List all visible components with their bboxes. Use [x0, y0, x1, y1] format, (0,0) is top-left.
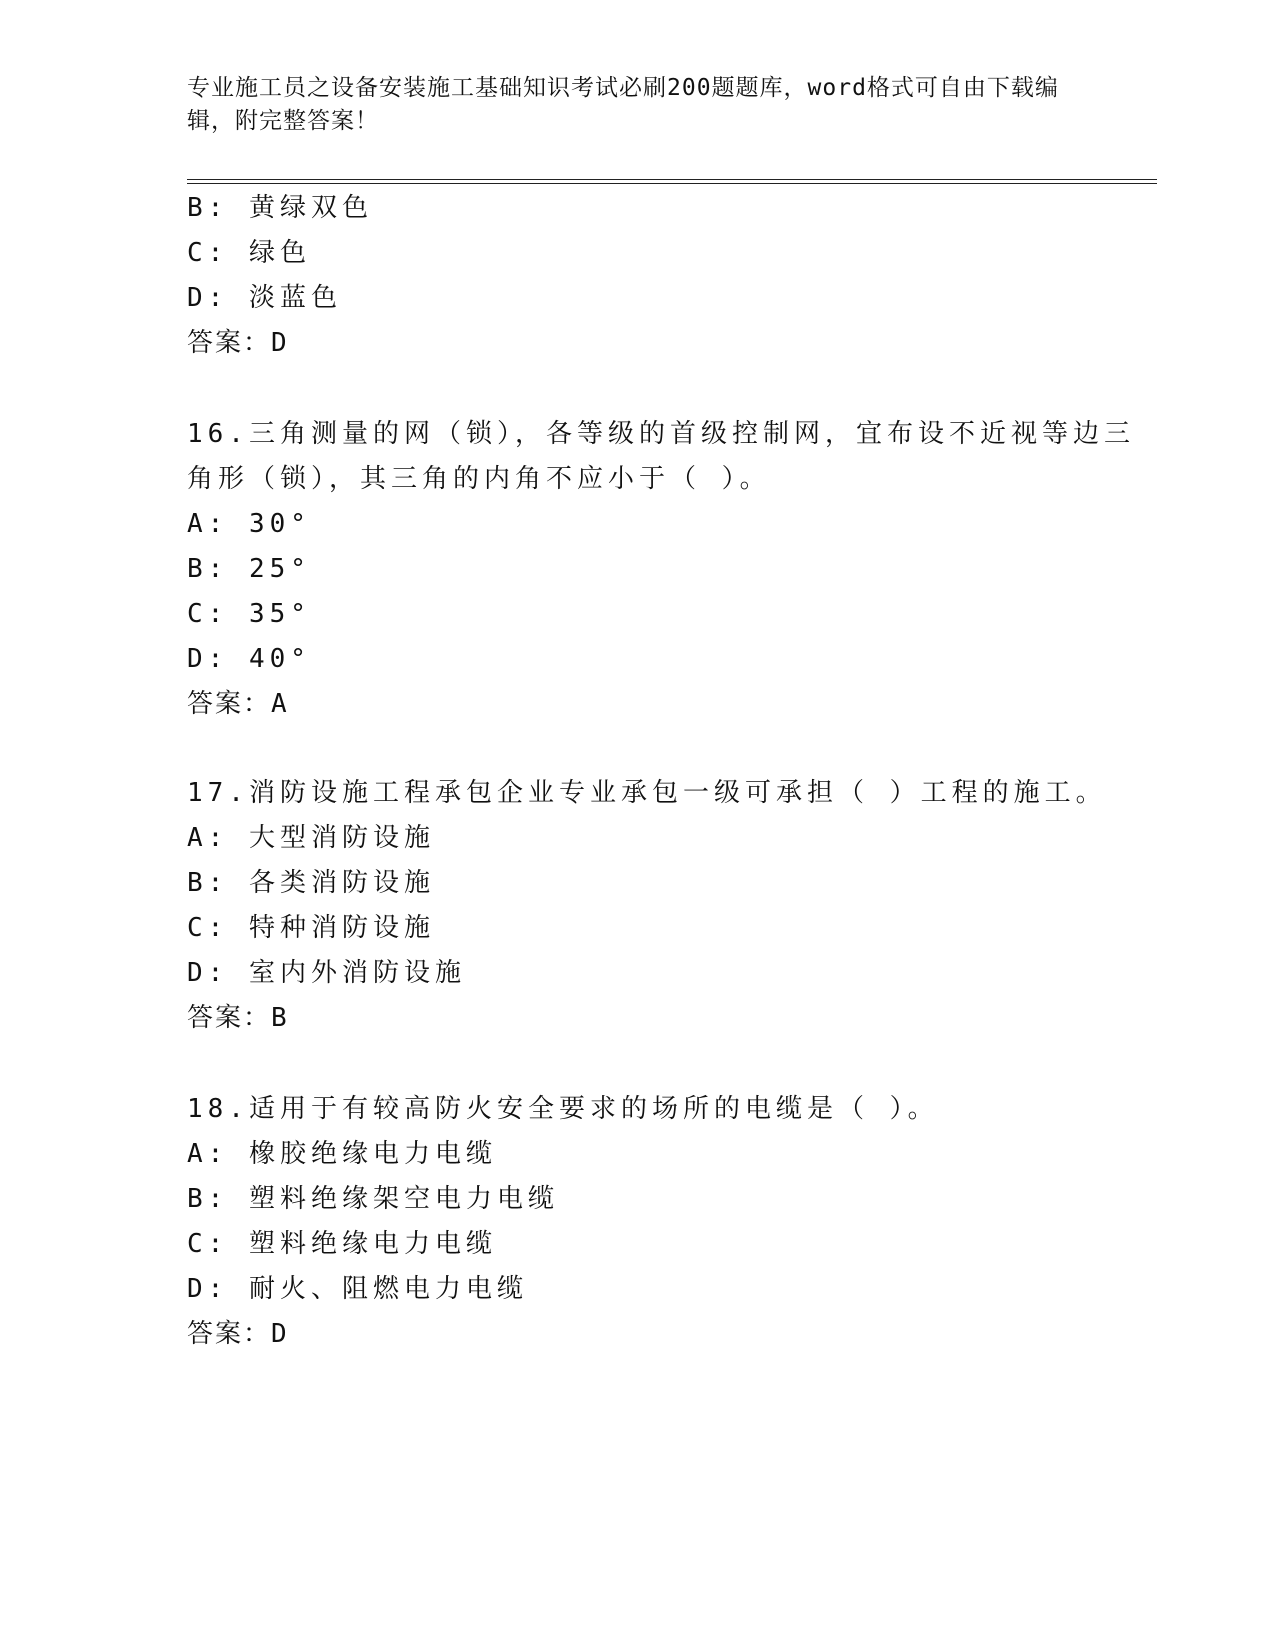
option-a: A: 30° — [187, 509, 311, 539]
header-divider-top — [187, 179, 1157, 180]
document-header: 专业施工员之设备安装施工基础知识考试必刷200题题库，word格式可自由下载编辑，附完整答案！ — [187, 75, 1059, 134]
answer: 答案：D — [187, 328, 289, 358]
answer: 答案：D — [187, 1319, 289, 1349]
question-stem: 17.消防设施工程承包企业专业承包一级可承担（ ）工程的施工。 — [187, 778, 1107, 808]
question-stem: 16.三角测量的网（锁），各等级的首级控制网，宜布设不近视等边三 — [187, 419, 1135, 449]
option-c: C: 绿色 — [187, 238, 311, 268]
option-b: B: 各类消防设施 — [187, 868, 435, 898]
option-b: B: 黄绿双色 — [187, 193, 373, 223]
answer: 答案：B — [187, 1003, 289, 1033]
option-c: C: 特种消防设施 — [187, 913, 435, 943]
option-b: B: 25° — [187, 554, 311, 584]
option-d: D: 耐火、阻燃电力电缆 — [187, 1274, 528, 1304]
question-stem-continued: 角形（锁），其三角的内角不应小于（ ）。 — [187, 464, 771, 494]
option-b: B: 塑料绝缘架空电力电缆 — [187, 1184, 559, 1214]
option-d: D: 室内外消防设施 — [187, 958, 466, 988]
option-c: C: 塑料绝缘电力电缆 — [187, 1229, 497, 1259]
option-a: A: 橡胶绝缘电力电缆 — [187, 1139, 497, 1169]
option-d: D: 淡蓝色 — [187, 283, 342, 313]
option-d: D: 40° — [187, 644, 311, 674]
question-stem: 18.适用于有较高防火安全要求的场所的电缆是（ ）。 — [187, 1094, 939, 1124]
answer: 答案：A — [187, 689, 289, 719]
option-c: C: 35° — [187, 599, 311, 629]
option-a: A: 大型消防设施 — [187, 823, 435, 853]
header-divider-bottom — [187, 183, 1157, 184]
